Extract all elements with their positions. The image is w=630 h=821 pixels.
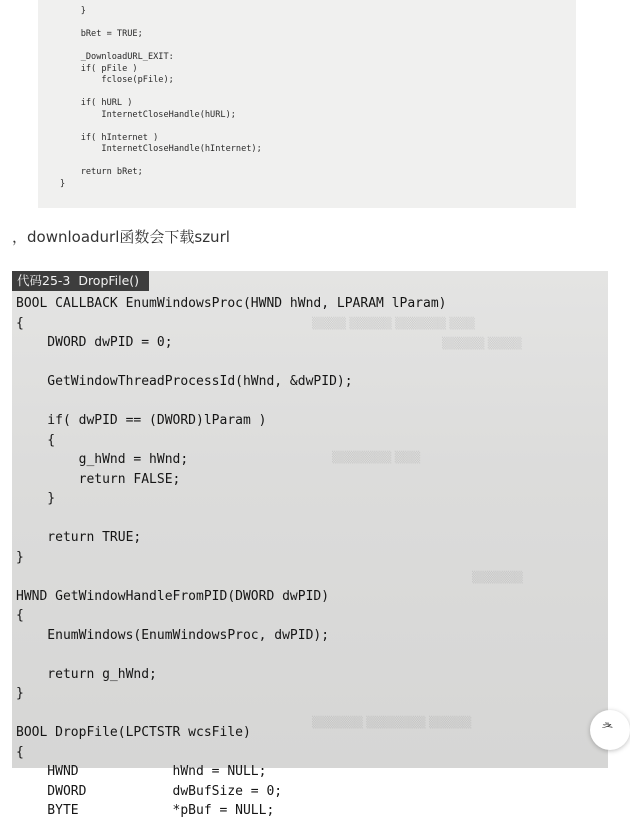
bleed-through-texture: ▒▒▒▒▒ ▒▒▒▒ (442, 337, 522, 350)
listing-title: 代码25-3 DropFile() (12, 271, 149, 291)
bleed-through-texture: ▒▒▒▒▒▒▒ ▒▒▒ (332, 451, 421, 464)
bleed-through-texture: ▒▒▒▒▒▒ (472, 571, 523, 584)
bleed-through-texture: ▒▒▒▒ ▒▒▒▒▒ ▒▒▒▒▒▒ ▒▒▒ (312, 317, 475, 330)
top-code-scan (38, 0, 576, 208)
listing-code: BOOL CALLBACK EnumWindowsProc(HWND hWnd, LPARAM lParam) { DWORD dwPID = 0; GetWindowThreadProcessId(hWnd, &dwPID); if( dwPID == (DWORD)lParam ) { g_hWnd = hWnd; return FALSE; } return TRUE; } HWND GetWindowHandleFromPID(DWORD dwPID) { EnumWindows(EnumWindowsProc, dwPID); return g_hWnd; } BOOL DropFile(LPCTSTR wcsFile) { HWND hWnd = NULL; DWORD dwBufSize = 0; BYTE *pBuf = NULL; (16, 296, 447, 818)
bleed-through-texture: ▒▒▒▒▒▒ ▒▒▒▒▒▒▒ ▒▒▒▒▒ (312, 716, 472, 729)
article-caption: ，downloadurl函数会下载szurl (12, 228, 230, 246)
floating-action-icon[interactable]: ᄎ (590, 710, 630, 750)
code-listing-scan (12, 271, 608, 818)
top-code-snippet: } bRet = TRUE; _DownloadURL_EXIT: if( pFile ) fclose(pFile); if( hURL ) InternetCloseHandle(hURL); if( hInternet ) InternetCloseHandle(hInternet); return bRet; } (60, 6, 262, 189)
